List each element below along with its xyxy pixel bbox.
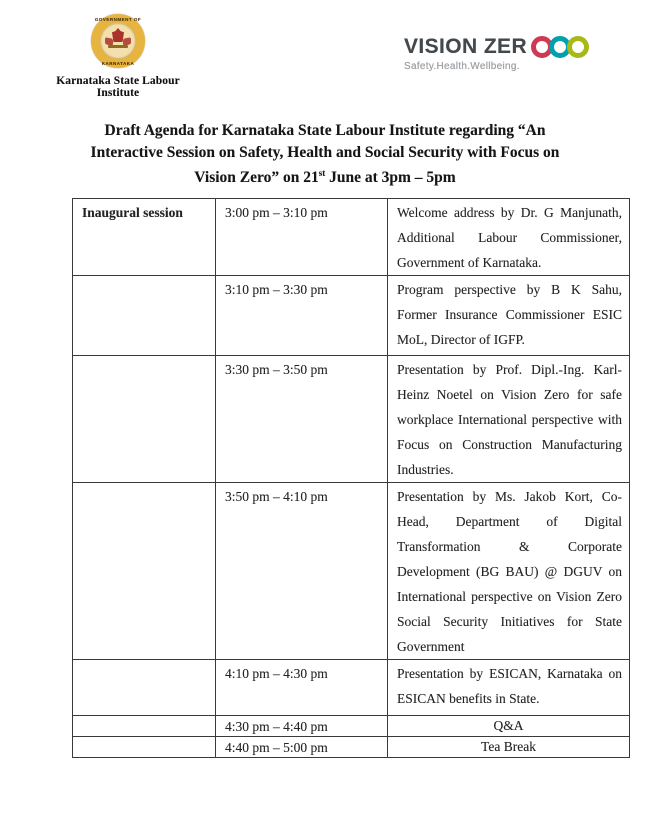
session-cell [73,716,216,737]
ordinal-superscript: st [318,168,326,178]
description-cell: Tea Break [388,737,630,758]
session-cell [73,660,216,716]
vision-zero-tagline: Safety.Health.Wellbeing. [404,61,520,72]
session-cell [73,737,216,758]
time-cell: 4:40 pm – 5:00 pm [216,737,388,758]
table-row [73,483,630,660]
title-line-2: Interactive Session on Safety, Health and Social Security with Focus on [90,143,560,161]
vision-zero-wordmark-line [404,34,589,60]
description-cell: Q&A [388,716,630,737]
description-cell: Presentation by Prof. Dipl.-Ing. Karl-Heinz Noetel on Vision Zero for safe workplace International perspective with Focus on Construction Manufacturing Industries. [388,356,630,483]
vision-zero-ring-green-icon [567,36,589,58]
time-cell: 3:30 pm – 3:50 pm [216,356,388,483]
institute-logo-block [38,14,198,99]
time-cell: 4:10 pm – 4:30 pm [216,660,388,716]
time-cell: 3:50 pm – 4:10 pm [216,483,388,660]
description-cell: Presentation by ESICAN, Karnataka on ESICAN benefits in State. [388,660,630,716]
table-row [73,716,630,737]
emblem-base-icon [108,45,128,48]
emblem-arc-bottom-label: KARNATAKA [101,60,135,66]
page-title [0,120,650,189]
vision-zero-wordmark: VISION ZER [404,35,528,58]
description-cell: Welcome address by Dr. G Manjunath, Additional Labour Commissioner, Government of Karnataka. [388,199,630,276]
description-cell: Presentation by Ms. Jakob Kort, Co-Head, Department of Digital Transformation & Corporate Development (BG BAU) @ DGUV on International perspective on Vision Zero Social Security Initiatives for State Government [388,483,630,660]
time-cell: 4:30 pm – 4:40 pm [216,716,388,737]
table-row [73,660,630,716]
table-row [73,737,630,758]
title-line-3: Vision Zero” on 21st June at 3pm – 5pm [194,168,456,186]
time-cell: 3:10 pm – 3:30 pm [216,276,388,356]
title-line-1: Draft Agenda for Karnataka State Labour Institute regarding “An [104,122,546,139]
vision-zero-logo [404,34,589,72]
table-row [73,276,630,356]
session-cell [73,276,216,356]
session-cell [73,483,216,660]
agenda-table [72,198,630,758]
table-row [73,199,630,276]
table-row [73,356,630,483]
session-cell [73,356,216,483]
emblem-arc-top-label: GOVERNMENT OF [94,16,142,22]
description-cell: Program perspective by B K Sahu, Former Insurance Commissioner ESIC MoL, Director of IGFP. [388,276,630,356]
session-cell: Inaugural session [73,199,216,276]
institute-name-label: Karnataka State Labour Institute [56,75,180,99]
karnataka-emblem-icon [91,14,145,68]
time-cell: 3:00 pm – 3:10 pm [216,199,388,276]
